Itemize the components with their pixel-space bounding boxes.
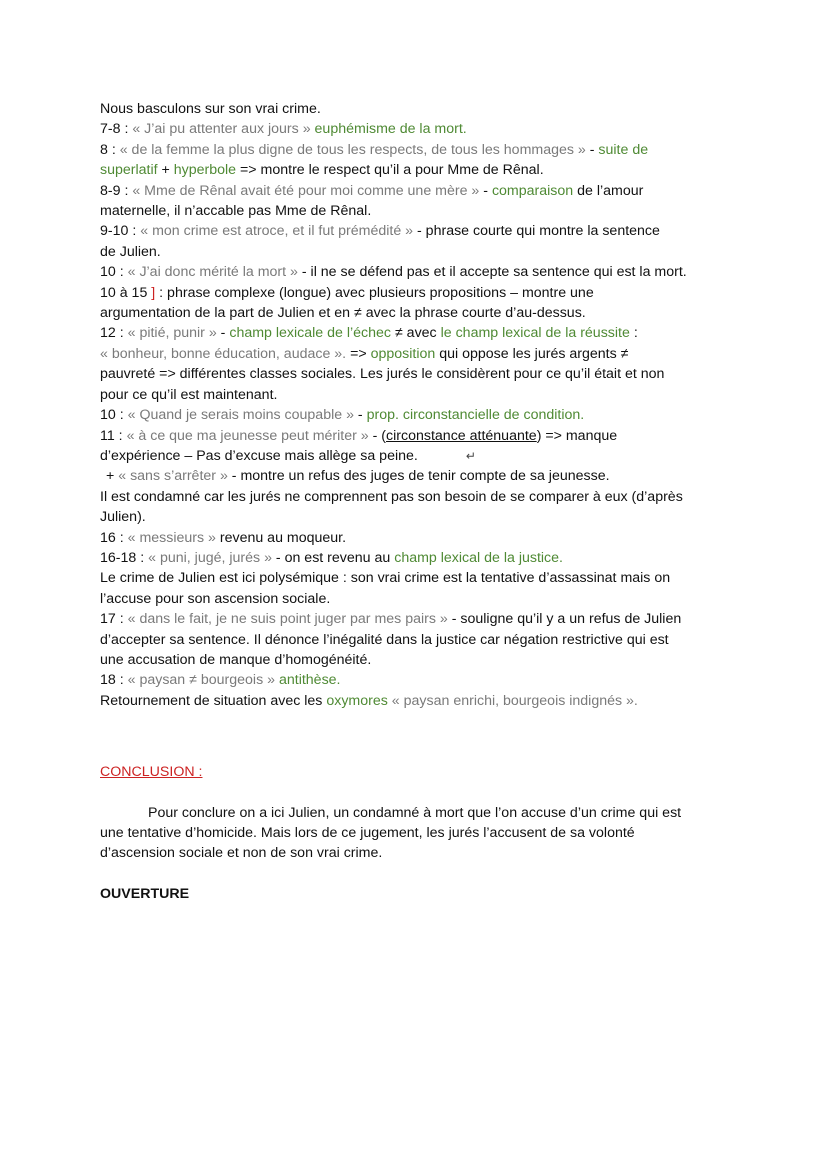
text-line: Julien). bbox=[100, 509, 146, 526]
figure-of-speech: euphémisme de la mort. bbox=[314, 121, 467, 138]
analysis-line: 12 : « pitié, punir » - champ lexicale de l’échec ≠ avec le champ lexical de la réussite : bbox=[100, 325, 638, 342]
figure-of-speech: champ lexicale de l’échec bbox=[229, 325, 392, 342]
text-line: Il est condamné car les jurés ne comprennent pas son besoin de se comparer à eux (d’après bbox=[100, 488, 683, 505]
quote: « de la femme la plus digne de tous les respects, de tous les hommages » bbox=[119, 141, 586, 158]
quote: « bonheur, bonne éducation, audace ». bbox=[100, 345, 347, 362]
text-line: de Julien. bbox=[100, 243, 161, 260]
figure-of-speech: antithèse. bbox=[278, 672, 341, 689]
analysis-line: 18 : « paysan ≠ bourgeois » antithèse. bbox=[100, 672, 341, 689]
conclusion-paragraph: Pour conclure on a ici Julien, un condamné à mort que l’on accuse d’un crime qui est une tentative d’homicide. Mais lors de ce jugement, les jurés l’accusent de sa volonté d’ascension sociale et non de son vrai crime. bbox=[100, 804, 682, 862]
quote: « Quand je serais moins coupable » bbox=[127, 407, 354, 424]
figure-of-speech: hyperbole bbox=[173, 162, 237, 179]
figure-of-speech: champ lexical de la justice. bbox=[394, 549, 563, 566]
text-line: pauvreté => différentes classes sociales. Les jurés le considèrent pour ce qu’il était et non bbox=[100, 366, 665, 383]
analysis-line: Retournement de situation avec les oxymores « paysan enrichi, bourgeois indignés ». bbox=[100, 692, 638, 709]
figure-of-speech: comparaison bbox=[491, 182, 574, 199]
analysis-line: 10 : « Quand je serais moins coupable » - prop. circonstancielle de condition. bbox=[100, 407, 585, 424]
analysis-line: 7-8 : « J’ai pu attenter aux jours » euphémisme de la mort. bbox=[100, 121, 467, 138]
analysis-line: 8 : « de la femme la plus digne de tous les respects, de tous les hommages » - suite de bbox=[100, 141, 649, 158]
ouverture-heading: OUVERTURE bbox=[100, 885, 190, 902]
quote: « J’ai donc mérité la mort » bbox=[127, 264, 298, 281]
quote: « à ce que ma jeunesse peut mériter » bbox=[126, 427, 369, 444]
conclusion-heading: CONCLUSION : bbox=[100, 764, 203, 781]
quote: « paysan ≠ bourgeois » bbox=[127, 672, 276, 689]
document-page bbox=[100, 99, 740, 904]
analysis-line: 9-10 : « mon crime est atroce, et il fut prémédité » - phrase courte qui montre la sentence bbox=[100, 223, 660, 240]
analysis-line: 16-18 : « puni, jugé, jurés » - on est revenu au champ lexical de la justice. bbox=[100, 549, 563, 566]
text-line: une accusation de manque d’homogénéité. bbox=[100, 651, 372, 668]
quote: « J’ai pu attenter aux jours » bbox=[132, 121, 311, 138]
text-line: l’accuse pour son ascension sociale. bbox=[100, 590, 331, 607]
text-line: d’accepter sa sentence. Il dénonce l’inégalité dans la justice car négation restrictive qui est bbox=[100, 631, 669, 648]
quote: « dans le fait, je ne suis point juger par mes pairs » bbox=[127, 611, 448, 628]
analysis-line: « bonheur, bonne éducation, audace ». => opposition qui oppose les jurés argents ≠ bbox=[100, 345, 629, 362]
figure-of-speech: prop. circonstancielle de condition. bbox=[366, 407, 585, 424]
analysis-line: 11 : « à ce que ma jeunesse peut mériter » - (circonstance atténuante) => manque bbox=[100, 427, 618, 444]
quote: « messieurs » bbox=[127, 529, 216, 546]
return-arrow-icon: ↵ bbox=[465, 448, 476, 463]
figure-of-speech: le champ lexical de la réussite bbox=[440, 325, 630, 342]
text-line: argumentation de la part de Julien et en ≠ avec la phrase courte d’au-dessus. bbox=[100, 305, 586, 322]
figure-of-speech: suite de bbox=[598, 141, 649, 158]
text-line: pour ce qu’il est maintenant. bbox=[100, 386, 278, 403]
analysis-line: + « sans s’arrêter » - montre un refus des juges de tenir compte de sa jeunesse. bbox=[106, 468, 610, 485]
text-line: Nous basculons sur son vrai crime. bbox=[100, 101, 321, 117]
figure-of-speech: superlatif bbox=[100, 162, 158, 179]
figure-of-speech: opposition bbox=[370, 345, 436, 362]
analysis-line: d’expérience – Pas d’excuse mais allège sa peine. ↵ bbox=[100, 447, 476, 464]
quote: « sans s’arrêter » bbox=[118, 468, 228, 485]
text-line: maternelle, il n’accable pas Mme de Rênal. bbox=[100, 203, 372, 220]
analysis-line: 8-9 : « Mme de Rênal avait été pour moi comme une mère » - comparaison de l’amour bbox=[100, 182, 644, 199]
underlined-term: circonstance atténuante bbox=[386, 427, 537, 444]
quote: « Mme de Rênal avait été pour moi comme une mère » bbox=[132, 182, 480, 199]
analysis-line: 17 : « dans le fait, je ne suis point juger par mes pairs » - souligne qu’il y a un refus de Julien bbox=[100, 611, 682, 628]
quote: « puni, jugé, jurés » bbox=[148, 549, 272, 566]
analysis-line: 10 : « J’ai donc mérité la mort » - il ne se défend pas et il accepte sa sentence qui est la mort. bbox=[100, 264, 687, 281]
analysis-line: 10 à 15 ] : phrase complexe (longue) avec plusieurs propositions – montre une bbox=[100, 284, 594, 301]
bracket-mark: ] bbox=[151, 284, 156, 301]
quote: « mon crime est atroce, et il fut prémédité » bbox=[140, 223, 414, 240]
analysis-line: 16 : « messieurs » revenu au moqueur. bbox=[100, 529, 347, 546]
quote: « pitié, punir » bbox=[127, 325, 217, 342]
figure-of-speech: oxymores bbox=[326, 692, 388, 709]
text-line: Le crime de Julien est ici polysémique : son vrai crime est la tentative d’assassinat mais on bbox=[100, 570, 671, 587]
quote: « paysan enrichi, bourgeois indignés ». bbox=[391, 692, 638, 709]
analysis-line: superlatif + hyperbole => montre le respect qu’il a pour Mme de Rênal. bbox=[100, 162, 544, 179]
